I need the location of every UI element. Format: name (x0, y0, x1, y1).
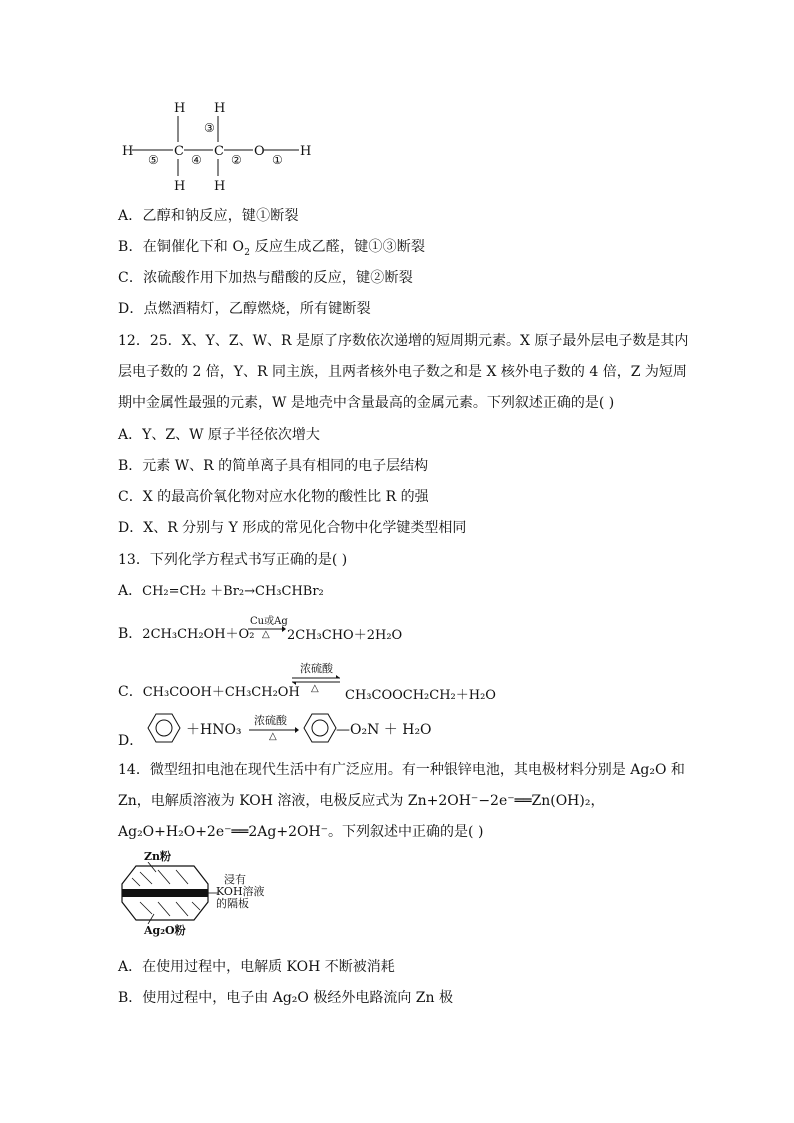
h-top-left: H (174, 101, 186, 116)
q13-d-right: —O₂N ＋ H₂O (336, 722, 432, 738)
q14-stem-line1: 14．微型纽扣电池在现代生活中有广泛应用。有一种银锌电池，其电极材料分别是 Ag₂O 和 (118, 762, 685, 778)
battery-label-sep-1: 浸有 (224, 873, 246, 886)
q13-b-label: B． (118, 626, 143, 642)
oxygen: O (254, 144, 265, 159)
q14-stem-line2: Zn，电解质溶液为 KOH 溶液，电极反应式为 Zn+2OH⁻−2e⁻══Zn(OH)₂， (118, 793, 605, 809)
q11-option-b-pre: B．在铜催化下和 O (118, 239, 245, 255)
q13-d-acid: 浓硫酸 (254, 714, 287, 727)
q13-a-label: A． (118, 583, 143, 599)
q14-option-a: A．在使用过程中，电解质 KOH 不断被消耗 (118, 959, 395, 975)
q13-option-c (118, 682, 300, 703)
q11-option-b-post: 反应生成乙醛，键①③断裂 (250, 239, 426, 255)
q14-stem-line3: Ag₂O+H₂O+2e⁻══2Ag+2OH⁻。下列叙述中正确的是( ) (118, 824, 484, 840)
battery-label-zn: Zn粉 (144, 850, 172, 863)
q13-c-acid: 浓硫酸 (300, 662, 333, 675)
q13-b-left: 2CH₃CH₂OH＋O₂ (142, 627, 255, 642)
q13-b-right: 2CH₃CHO＋2H₂O (287, 628, 403, 643)
q11-option-b (118, 237, 425, 263)
q13-option-d-label: D． (118, 733, 144, 749)
bond-label-5: ⑤ (148, 153, 159, 167)
h-top-right: H (214, 101, 226, 116)
bond-label-1: ① (272, 153, 283, 167)
bond-label-2: ② (231, 153, 242, 167)
q13-b-catalyst: Cu或Ag (250, 616, 288, 627)
benzene-ring-product-icon (302, 712, 338, 744)
battery-label-separator (216, 874, 265, 910)
battery-label-ag2o: Ag₂O粉 (144, 924, 186, 937)
benzene-ring-icon (146, 712, 182, 744)
carbon-1: C (174, 144, 184, 159)
q13-c-left: CH₃COOH＋CH₃CH₂OH (142, 685, 300, 700)
ethanol-structure-figure (118, 98, 318, 194)
battery-diagram-svg (118, 862, 218, 924)
q13-stem: 13．下列化学方程式书写正确的是( ) (118, 552, 348, 568)
q12-stem-line1: 12．25．X、Y、Z、W、R 是原了序数依次递增的短周期元素。X 原子最外层电子数是其内 (118, 333, 689, 349)
q12-option-c: C．X 的最高价氧化物对应水化物的酸性比 R 的强 (118, 489, 429, 505)
q13-a-equation: CH₂=CH₂ ＋Br₂→CH₃CHBr₂ (142, 584, 324, 599)
q12-stem-line3: 期中金属性最强的元素，W 是地壳中含量最高的金属元素。下列叙述正确的是( ) (118, 395, 615, 411)
q11-option-a: A．乙醇和钠反应，键①断裂 (118, 208, 299, 224)
silver-zinc-battery-figure (118, 848, 298, 940)
q13-c-heat: △ (311, 683, 319, 694)
q11-option-b-sub: 2 (244, 247, 251, 258)
q12-option-b: B．元素 W、R 的简单离子具有相同的电子层结构 (118, 458, 429, 474)
h-bottom-left: H (174, 179, 186, 194)
h-right: H (300, 144, 312, 159)
q13-c-label: C． (118, 684, 143, 700)
q13-b-heat: △ (262, 629, 270, 640)
h-left: H (122, 144, 134, 159)
battery-label-sep-3: 的隔板 (216, 897, 249, 910)
q13-c-right: CH₃COOCH₂CH₂＋H₂O (345, 688, 496, 703)
carbon-2: C (214, 144, 224, 159)
q11-option-c: C．浓硫酸作用下加热与醋酸的反应，键②断裂 (118, 270, 413, 286)
ethanol-structure-svg (118, 98, 318, 194)
battery-label-sep-2: KOH溶液 (216, 885, 265, 898)
bond-label-4: ④ (191, 153, 202, 167)
q11-option-d: D．点燃酒精灯，乙醇燃烧，所有键断裂 (118, 301, 371, 317)
q12-option-a: A．Y、Z、W 原子半径依次增大 (118, 427, 320, 443)
q13-d-heat: △ (269, 731, 277, 742)
q13-option-b (118, 624, 254, 645)
h-bottom-right: H (214, 179, 226, 194)
q12-option-d: D．X、R 分别与 Y 形成的常见化合物中化学键类型相同 (118, 520, 467, 536)
bond-label-3: ③ (204, 121, 215, 135)
q14-option-b: B．使用过程中，电子由 Ag₂O 极经外电路流向 Zn 极 (118, 990, 453, 1006)
q13-d-hno3: ＋HNO₃ (186, 722, 242, 738)
q12-stem-line2: 层电子数的 2 倍，Y、R 同主族，且两者核外电子数之和是 X 核外电子数的 4 倍，Z 为短周 (118, 364, 687, 380)
q13-option-a (118, 581, 324, 602)
